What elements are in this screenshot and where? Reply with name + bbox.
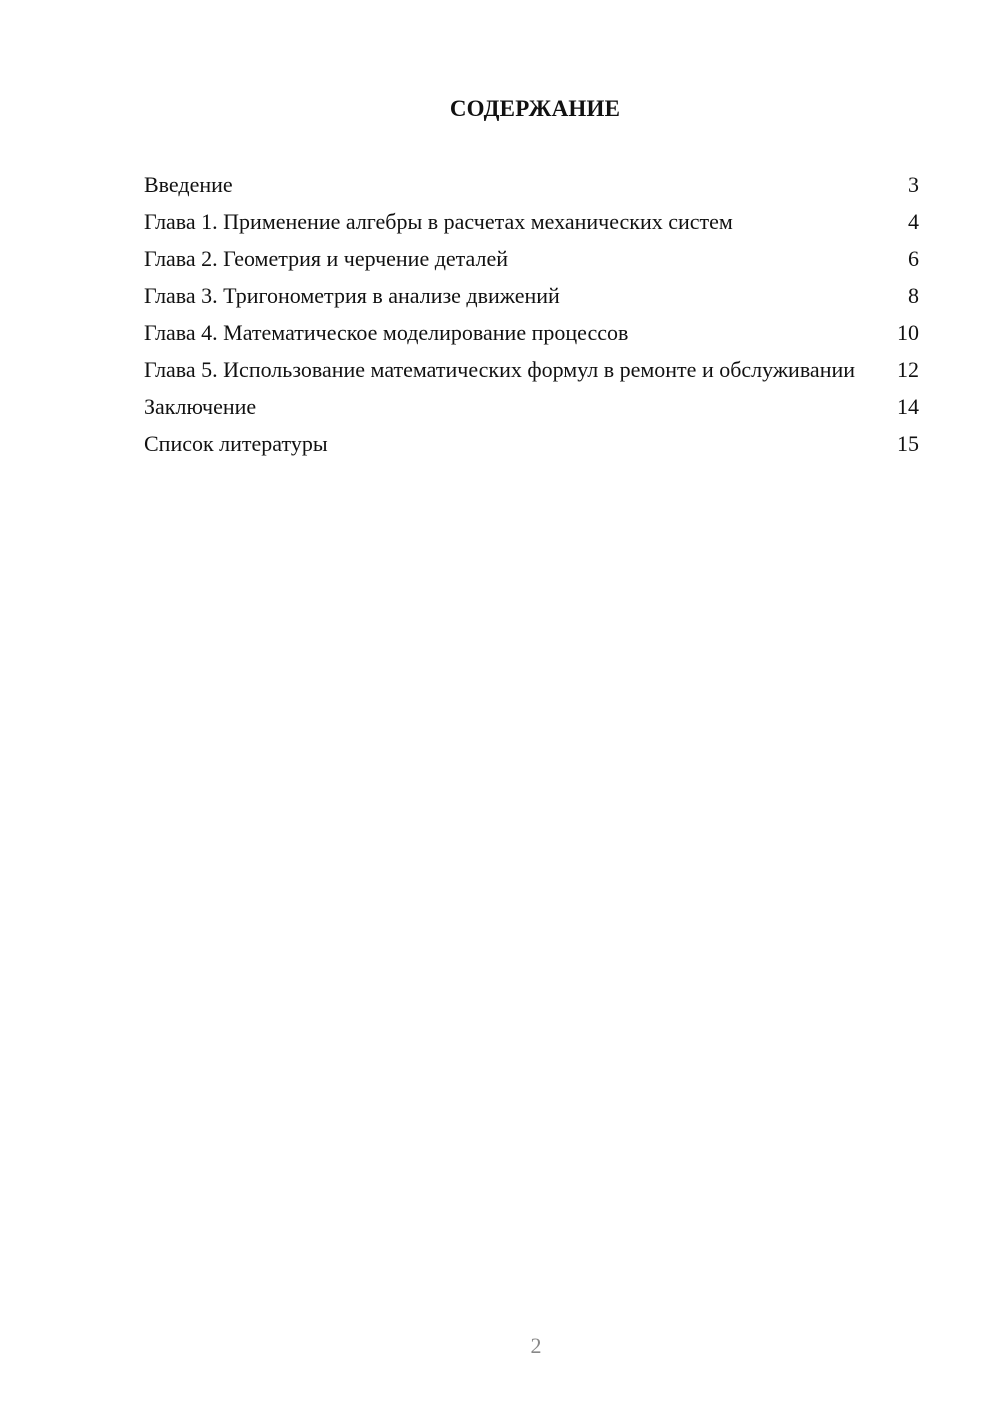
toc-entry-page: 4 xyxy=(908,209,919,234)
toc-entry-title: Глава 2. Геометрия и черчение деталей xyxy=(144,246,509,271)
toc-entry-page: 10 xyxy=(897,320,919,345)
toc-entry-title: Список литературы xyxy=(144,431,328,456)
toc-entry-title: Глава 1. Применение алгебры в расчетах механических систем xyxy=(144,209,733,234)
page-number: 2 xyxy=(530,1333,542,1358)
toc-entry-conclusion xyxy=(144,392,919,422)
toc-entry-title: Глава 4. Математическое моделирование процессов xyxy=(144,320,629,345)
toc-entry-introduction xyxy=(144,170,919,200)
toc-entry-chapter-3 xyxy=(144,281,919,311)
page-title: СОДЕРЖАНИЕ xyxy=(449,96,621,121)
toc-entry-title: Глава 3. Тригонометрия в анализе движений xyxy=(144,283,560,308)
toc-entry-chapter-1 xyxy=(144,207,919,237)
toc-entry-page: 14 xyxy=(897,394,919,419)
toc-entry-chapter-4 xyxy=(144,318,919,348)
toc-entry-references xyxy=(144,429,919,459)
toc-entry-page: 12 xyxy=(897,357,919,382)
toc-entry-chapter-5 xyxy=(144,355,919,385)
toc-entry-page: 6 xyxy=(908,246,919,271)
toc-entry-title: Введение xyxy=(144,172,233,197)
toc-entry-page: 15 xyxy=(897,431,919,456)
toc-entry-page: 3 xyxy=(908,172,919,197)
table-of-contents xyxy=(144,170,919,466)
toc-entry-chapter-2 xyxy=(144,244,919,274)
toc-entry-page: 8 xyxy=(908,283,919,308)
toc-entry-title: Глава 5. Использование математических формул в ремонте и обслуживании xyxy=(144,357,856,382)
toc-entry-title: Заключение xyxy=(144,394,257,419)
